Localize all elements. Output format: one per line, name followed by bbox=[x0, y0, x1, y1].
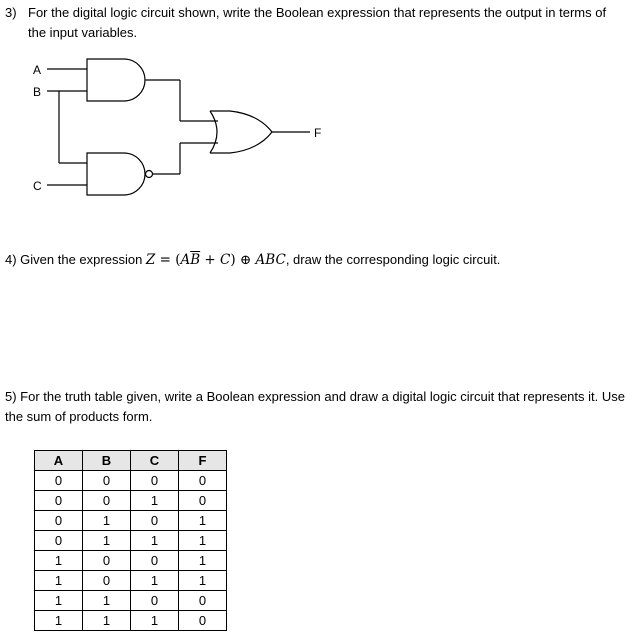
cell: 1 bbox=[131, 571, 179, 591]
cell: 1 bbox=[35, 611, 83, 631]
expr-plus: + bbox=[200, 252, 221, 268]
truth-table bbox=[34, 450, 227, 631]
xor-symbol: ⊕ bbox=[239, 252, 252, 268]
question-3-text: For the digital logic circuit shown, write the Boolean expression that represents the output in terms of the input variables. bbox=[28, 5, 607, 40]
table-row bbox=[35, 531, 227, 551]
label-output-f: F bbox=[314, 126, 322, 140]
question-5 bbox=[5, 387, 625, 427]
cell: 1 bbox=[131, 491, 179, 511]
cell: 1 bbox=[35, 551, 83, 571]
cell: 1 bbox=[83, 531, 131, 551]
expr-equals: = ( bbox=[155, 252, 181, 268]
table-row bbox=[35, 591, 227, 611]
cell: 1 bbox=[83, 611, 131, 631]
cell: 0 bbox=[179, 491, 227, 511]
cell: 0 bbox=[179, 591, 227, 611]
question-4-prefix: 4) Given the expression bbox=[5, 252, 146, 267]
cell: 1 bbox=[179, 511, 227, 531]
cell: 0 bbox=[83, 551, 131, 571]
table-row bbox=[35, 611, 227, 631]
cell: 0 bbox=[83, 471, 131, 491]
table-row bbox=[35, 551, 227, 571]
cell: 1 bbox=[83, 511, 131, 531]
header-f: F bbox=[179, 451, 227, 471]
header-a: A bbox=[35, 451, 83, 471]
nand-bubble bbox=[146, 171, 153, 178]
cell: 0 bbox=[131, 591, 179, 611]
cell: 0 bbox=[131, 471, 179, 491]
cell: 1 bbox=[83, 591, 131, 611]
question-3-number: 3) bbox=[5, 5, 17, 20]
cell: 0 bbox=[179, 471, 227, 491]
header-c: C bbox=[131, 451, 179, 471]
expr-abc: ABC bbox=[251, 252, 286, 268]
cell: 0 bbox=[131, 551, 179, 571]
header-b: B bbox=[83, 451, 131, 471]
cell: 0 bbox=[83, 491, 131, 511]
table-row bbox=[35, 571, 227, 591]
expr-b-bar: $\overline{B}$ bbox=[190, 252, 201, 268]
cell: 1 bbox=[131, 531, 179, 551]
question-4-suffix: , draw the corresponding logic circuit. bbox=[285, 252, 501, 267]
or-gate-back bbox=[210, 111, 217, 153]
or-gate-body bbox=[210, 111, 272, 153]
and-gate bbox=[87, 59, 145, 101]
cell: 0 bbox=[131, 511, 179, 531]
expression-z bbox=[146, 252, 286, 268]
cell: 0 bbox=[35, 471, 83, 491]
cell: 0 bbox=[35, 531, 83, 551]
cell: 0 bbox=[83, 571, 131, 591]
expr-c: C bbox=[220, 252, 231, 268]
nand-gate bbox=[87, 153, 145, 195]
cell: 1 bbox=[179, 551, 227, 571]
table-row bbox=[35, 491, 227, 511]
cell: 1 bbox=[35, 571, 83, 591]
table-row bbox=[35, 471, 227, 491]
question-3 bbox=[5, 3, 625, 43]
cell: 0 bbox=[35, 511, 83, 531]
label-input-c: C bbox=[33, 179, 42, 193]
table-row bbox=[35, 511, 227, 531]
expr-close-paren: ) bbox=[230, 252, 240, 268]
logic-circuit-diagram bbox=[0, 55, 340, 205]
label-input-b: B bbox=[33, 85, 42, 99]
question-5-text: 5) For the truth table given, write a Boolean expression and draw a digital logic circuit that represents it. Use the sum of products form. bbox=[5, 389, 625, 424]
cell: 1 bbox=[179, 571, 227, 591]
cell: 0 bbox=[35, 491, 83, 511]
cell: 1 bbox=[179, 531, 227, 551]
cell: 1 bbox=[35, 591, 83, 611]
truth-table-header-row bbox=[35, 451, 227, 471]
cell: 1 bbox=[131, 611, 179, 631]
label-input-a: A bbox=[33, 63, 42, 77]
expr-a: A bbox=[180, 252, 191, 268]
question-4 bbox=[5, 250, 500, 270]
expr-z: Z bbox=[145, 252, 156, 268]
cell: 0 bbox=[179, 611, 227, 631]
